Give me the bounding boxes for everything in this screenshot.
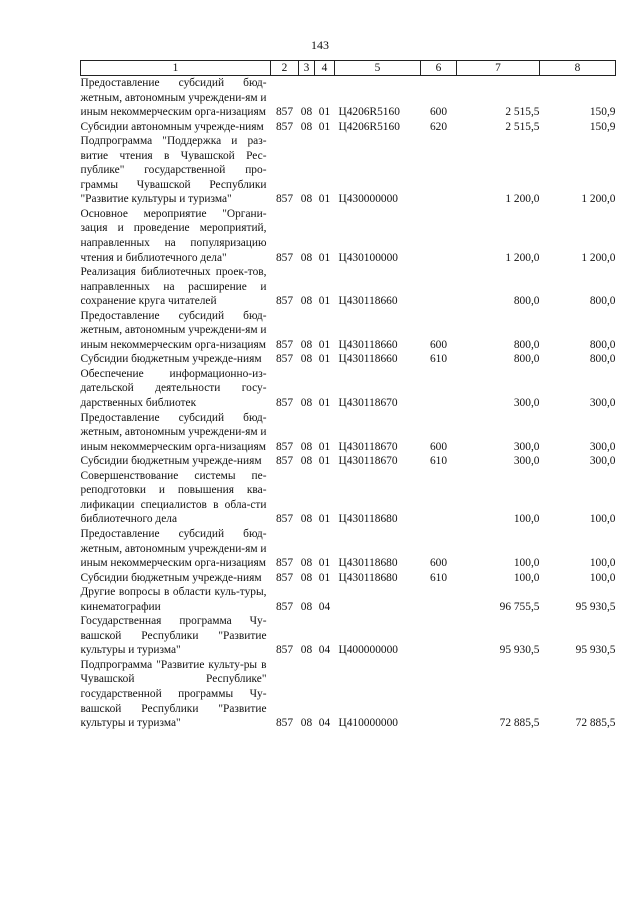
section-code: 08 [300,397,313,410]
amount-year-1: 300,0 [513,455,540,468]
amount-year-1: 800,0 [513,353,540,366]
amount-year-2: 1 200,0 [581,193,616,206]
expense-type-code: 620 [429,120,448,133]
row-name: Предоставление субсидий бюд-жетным, автономным учреждени-ям и иным некоммерческим орга-низациям [80,411,267,453]
expense-type-code [421,658,457,731]
expense-type-code: 600 [429,106,448,119]
target-article-code: Ц430118680 [338,571,398,584]
amount-year-1: 800,0 [513,295,540,308]
subsection-code: 01 [318,557,331,570]
expense-type-code [421,614,457,658]
section-code: 08 [300,353,313,366]
subsection-code: 04 [318,644,331,657]
target-article-code: Ц430100000 [338,251,398,264]
amount-year-2: 800,0 [589,353,616,366]
subsection-code: 01 [318,353,331,366]
row-name: Совершенствование системы пе-реподготовки и повышения ква-лификации специалистов в обла-сти библиотечного дела [80,469,267,526]
table-row [81,207,616,265]
table-row [81,134,616,207]
table-row [81,469,616,527]
expense-type-code [421,367,457,411]
table-row [81,411,616,455]
row-name: Предоставление субсидий бюд-жетным, автономным учреждени-ям и иным некоммерческим орга-низациям [80,527,267,570]
ministry-code: 857 [275,193,294,206]
column-header: 7 [457,61,540,76]
subsection-code: 01 [318,397,331,410]
section-code: 08 [300,295,313,308]
amount-year-1: 800,0 [513,338,540,351]
ministry-code: 857 [275,120,294,133]
amount-year-1: 2 515,5 [505,120,540,133]
ministry-code: 857 [275,600,294,613]
row-name: Подпрограмма "Развитие культу-ры в Чувашской Республике" государственной программы Чу-вашской Республики "Развитие культуры и туризма" [80,658,267,730]
amount-year-1: 300,0 [513,397,540,410]
table-row [81,352,616,367]
amount-year-2: 300,0 [589,440,616,453]
table-row [81,76,616,120]
section-code: 08 [300,557,313,570]
ministry-code: 857 [275,717,294,730]
table-row [81,309,616,353]
row-name: Субсидии бюджетным учрежде-ниям [80,571,262,584]
ministry-code: 857 [275,353,294,366]
column-header: 1 [81,61,271,76]
expense-type-code [421,585,457,614]
target-article-code: Ц430118670 [338,455,398,468]
subsection-code: 01 [318,513,331,526]
table-row [81,367,616,411]
subsection-code: 01 [318,251,331,264]
target-article-code: Ц430118660 [338,338,398,351]
row-name: Субсидии бюджетным учрежде-ниям [80,353,262,366]
section-code: 08 [300,717,313,730]
row-name: Субсидии автономным учрежде-ниям [80,120,264,133]
ministry-code: 857 [275,455,294,468]
section-code: 08 [300,193,313,206]
amount-year-1: 95 930,5 [499,644,540,657]
target-article-code: Ц430118670 [338,397,398,410]
amount-year-2: 1 200,0 [581,251,616,264]
ministry-code: 857 [275,338,294,351]
ministry-code: 857 [275,557,294,570]
ministry-code: 857 [275,397,294,410]
amount-year-2: 100,0 [589,557,616,570]
expense-type-code: 600 [429,440,448,453]
column-number-row [81,61,616,76]
table-row [81,120,616,135]
target-article-code: Ц430118660 [338,295,398,308]
table-row [81,454,616,469]
amount-year-2: 95 930,5 [575,644,616,657]
row-name: Реализация библиотечных проек-тов, направленных на расширение и сохранение круга читателей [80,266,267,308]
expense-type-code: 600 [429,557,448,570]
section-code: 08 [300,440,313,453]
ministry-code: 857 [275,295,294,308]
amount-year-2: 100,0 [589,513,616,526]
amount-year-2: 300,0 [589,397,616,410]
subsection-code: 01 [318,106,331,119]
subsection-code: 01 [318,338,331,351]
amount-year-2: 95 930,5 [575,600,616,613]
row-name: Подпрограмма "Поддержка и раз-витие чтения в Чувашской Рес-публике" государственной про-граммы Чувашской Республики "Развитие культуры и туризма" [80,135,267,206]
expense-type-code [421,207,457,265]
section-code: 08 [300,251,313,264]
row-name: Обеспечение информационно-из-дательской деятельности госу-дарственных библиотек [80,367,267,410]
amount-year-2: 100,0 [589,571,616,584]
subsection-code: 01 [318,571,331,584]
amount-year-1: 2 515,5 [505,106,540,119]
column-header: 5 [335,61,421,76]
amount-year-1: 300,0 [513,440,540,453]
amount-year-2: 150,9 [589,120,616,133]
column-header: 6 [421,61,457,76]
table-row [81,571,616,586]
expense-type-code [421,265,457,309]
target-article-code: Ц430118680 [338,557,398,570]
expense-type-code: 610 [429,571,448,584]
expense-type-code: 610 [429,353,448,366]
section-code: 08 [300,571,313,584]
budget-table [80,60,616,731]
column-header: 3 [299,61,315,76]
subsection-code: 01 [318,193,331,206]
subsection-code: 01 [318,120,331,133]
expense-type-code: 610 [429,455,448,468]
row-name: Предоставление субсидий бюд-жетным, автономным учреждени-ям и иным некоммерческим орга-низациям [80,309,267,351]
ministry-code: 857 [275,644,294,657]
expense-type-code [421,134,457,207]
row-name: Другие вопросы в области куль-туры, кинематографии [80,586,267,613]
section-code: 08 [300,455,313,468]
column-header: 8 [540,61,616,76]
column-header: 2 [271,61,299,76]
section-code: 08 [300,120,313,133]
row-name: Основное мероприятие "Органи-зация и проведение мероприятий, направленных на популяризацию чтения и библиотечного дела" [80,207,267,264]
ministry-code: 857 [275,513,294,526]
ministry-code: 857 [275,440,294,453]
page-number: 143 [311,38,329,52]
section-code: 08 [300,513,313,526]
subsection-code: 04 [318,600,331,613]
section-code: 08 [300,644,313,657]
target-article-code: Ц430000000 [338,193,398,206]
table-row [81,658,616,731]
target-article-code: Ц430118680 [338,513,398,526]
amount-year-1: 100,0 [513,571,540,584]
ministry-code: 857 [275,251,294,264]
section-code: 08 [300,600,313,613]
subsection-code: 01 [318,440,331,453]
table-row [81,585,616,614]
ministry-code: 857 [275,571,294,584]
subsection-code: 04 [318,717,331,730]
amount-year-2: 300,0 [589,455,616,468]
amount-year-1: 100,0 [513,513,540,526]
amount-year-1: 1 200,0 [505,251,540,264]
amount-year-2: 150,9 [589,106,616,119]
amount-year-2: 72 885,5 [575,717,616,730]
section-code: 08 [300,338,313,351]
target-article-code: Ц430118670 [338,440,398,453]
target-article-code: Ц4206R5160 [338,106,400,119]
target-article-code: Ц400000000 [338,644,398,657]
table-row [81,265,616,309]
table-row [81,527,616,571]
target-article-code: Ц4206R5160 [338,120,400,133]
column-header: 4 [315,61,335,76]
row-name: Субсидии бюджетным учрежде-ниям [80,455,262,468]
amount-year-1: 96 755,5 [499,600,540,613]
amount-year-1: 72 885,5 [499,717,540,730]
expense-type-code [421,469,457,527]
subsection-code: 01 [318,295,331,308]
amount-year-2: 800,0 [589,295,616,308]
section-code: 08 [300,106,313,119]
target-article-code: Ц410000000 [338,717,398,730]
expense-type-code: 600 [429,338,448,351]
target-article-code [335,585,421,614]
amount-year-2: 800,0 [589,338,616,351]
amount-year-1: 1 200,0 [505,193,540,206]
subsection-code: 01 [318,455,331,468]
amount-year-1: 100,0 [513,557,540,570]
row-name: Предоставление субсидий бюд-жетным, автономным учреждени-ям и иным некоммерческим орга-низациям [80,77,267,119]
ministry-code: 857 [275,106,294,119]
table-row [81,614,616,658]
row-name: Государственная программа Чу-вашской Республики "Развитие культуры и туризма" [80,615,267,657]
target-article-code: Ц430118660 [338,353,398,366]
